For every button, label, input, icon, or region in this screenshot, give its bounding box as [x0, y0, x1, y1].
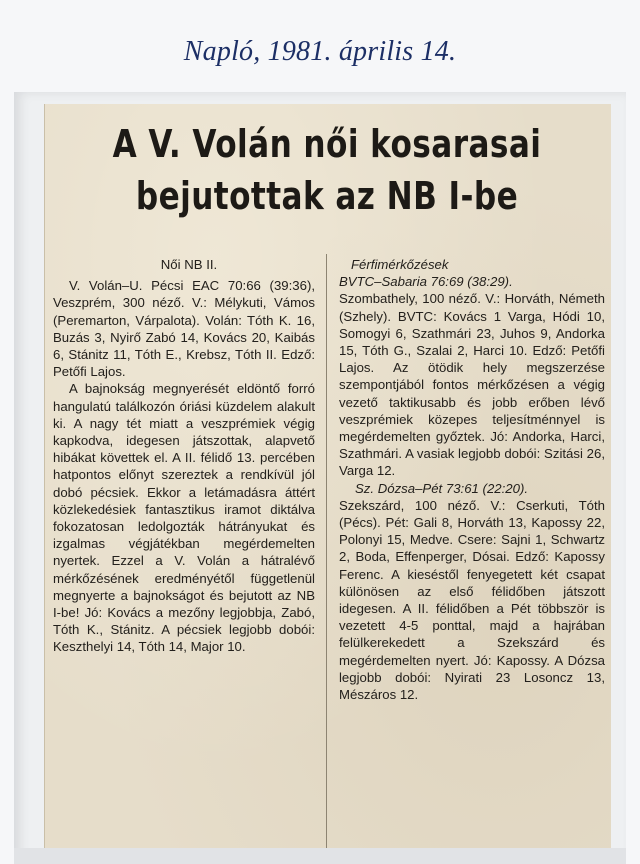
left-column [53, 256, 315, 656]
match-report: A bajnokság megnyerését eldöntő forró hangulatú találkozón óriási küzdelem alakult ki. A nagy tét miatt a veszprémiek végig kapkodva, idegesen játszottak, alapvető hibákat követtek el. A II. félidő 13. percében hatpontos előnyt szereztek a rendkívül jól dobó pécsiek. Ekkor a letámadásra áttért közlekedésiek fantasztikus iramot diktálva fokozatosan ledolgozták hátrányukat és izgalmas végjátékban megérdemelten nyertek. Ezzel a V. Volán a hátralévő mérkőzésének eredményétől függetlenül megnyerte a bajnokságot és bejutott az NB I-be! Jó: Kovács a mezőny legjobbja, Zabó, Tóth K., Stánitz. A pécsiek legjobb dobói: Keszthelyi 14, Tóth 14, Major 10. [53, 381, 315, 655]
page-bottom-edge [14, 848, 626, 864]
mens-section-title: Férfimérkőzések [351, 257, 449, 272]
match2-title: Sz. Dózsa–Pét 73:61 (22:20). [355, 480, 529, 496]
newspaper-clipping [44, 104, 611, 864]
headline-line-1: A V. Volán női kosarasai [112, 122, 542, 166]
headline-line-2: bejutottak az NB I-be [135, 174, 519, 218]
article-headline [106, 118, 549, 222]
match2-details: Szekszárd, 100 néző. V.: Cserkuti, Tóth (Pécs). Pét: Gali 8, Horváth 13, Kapossy 22, Polonyi 15, Medve. Csere: Sajni 1, Schwartz 2, Boda, Effenperger, Dósai. Edző: Kapossy Ferenc. A kieséstől fenyegetett két csapat különösen az első félidőben játszott idegesen. A II. félidőben a Pét többször is vezetett 4-5 ponttal, majd a hajrában felülkerekedett a Szekszárd és megérdemelten nyert. Jó: Kapossy. A Dózsa legjobb dobói: Nyirati 23 Losoncz 13, Mészáros 12. [339, 497, 605, 703]
match-result: V. Volán–U. Pécsi EAC 70:66 (39:36), Veszprém, 300 néző. V.: Mélykuti, Vámos (Peremarton, Várpalota). Volán: Tóth K. 16, Buzás 3, Nyirő Zabó 14, Kovács 20, Kaibás 6, Stánitz 11, Tóth E., Krebsz, Tóth II. Edző: Petőfi Lajos. [53, 278, 315, 380]
match1-title: BVTC–Sabaria 76:69 (38:29). [339, 274, 513, 290]
column-divider [326, 254, 327, 854]
photo-caption: Napló, 1981. április 14. [183, 36, 457, 67]
match1-details: Szombathely, 100 néző. V.: Horváth, Németh (Szhely). BVTC: Kovács 1 Varga, Hódi 10, Somogyi 6, Szathmári 23, Juhos 9, Andorka 15, Tóth G., Szalai 2, Harci 10. Edző: Petőfi Lajos. Az ötödik hely megszerzése szempontjából fontos mérkőzésen a végig vezető taktikusabb és jobb erőben lévő veszprémiek közepes teljesítménnyel is megérdemelten győztek. Jó: Andorka, Harci, Szathmári. A vasiak legjobb dobói: Szitási 26, Varga 12. [339, 291, 605, 479]
league-subhead: Női NB II. [160, 257, 218, 272]
right-column [339, 256, 605, 703]
